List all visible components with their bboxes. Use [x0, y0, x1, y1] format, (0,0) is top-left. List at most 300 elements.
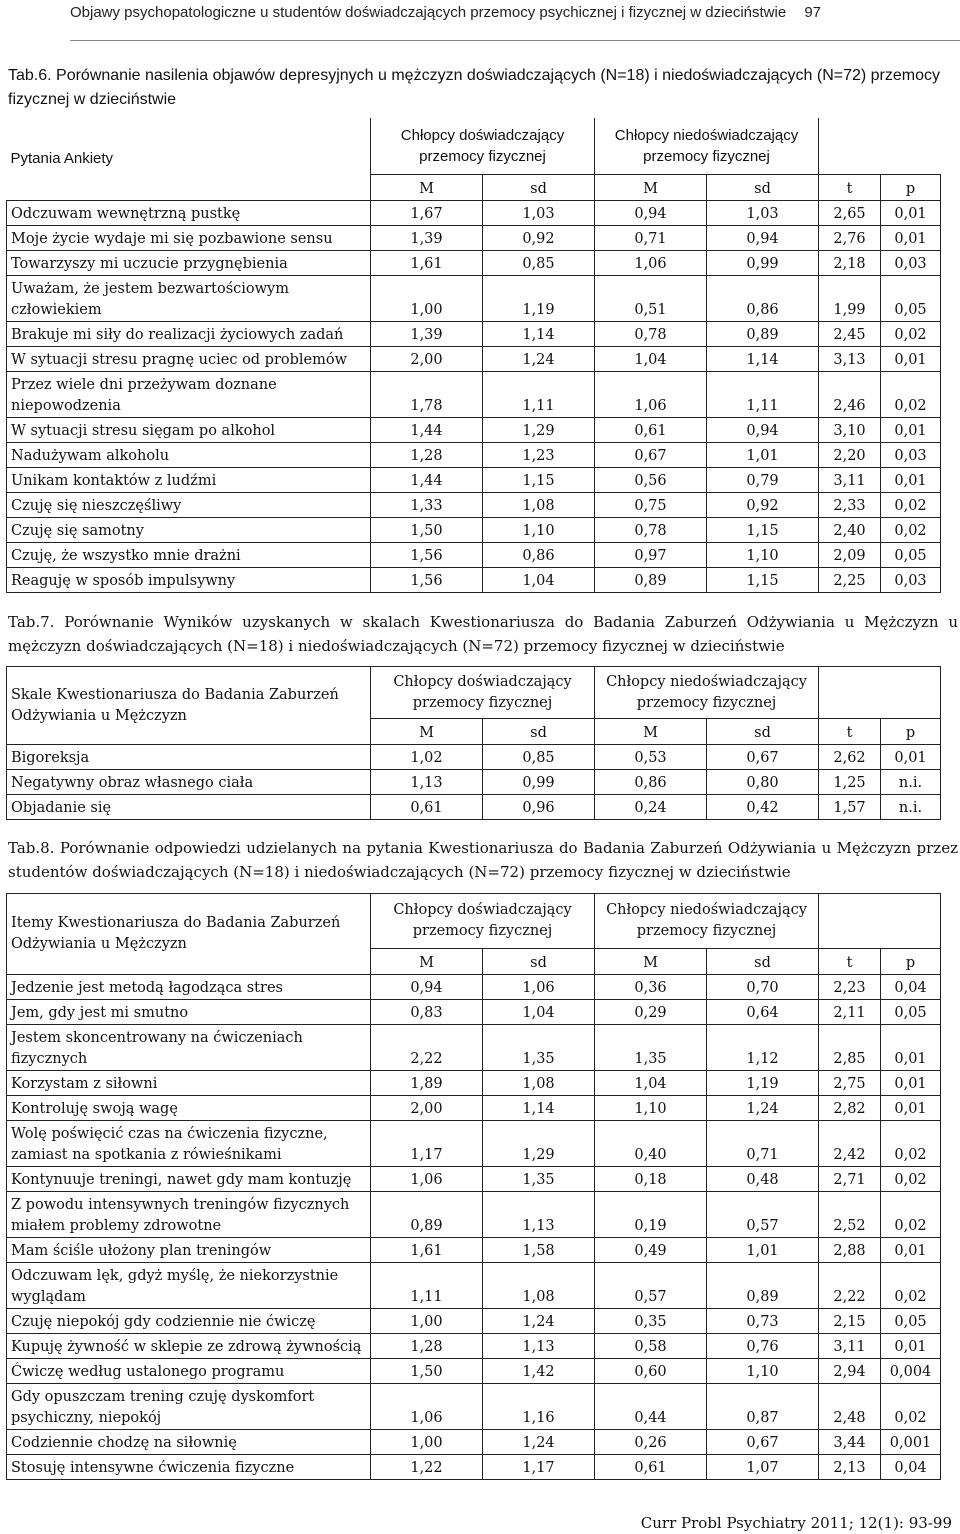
cell-sd1: 1,35: [483, 1167, 595, 1192]
cell-p: 0,02: [881, 517, 941, 542]
row-label: W sytuacji stresu sięgam po alkohol: [7, 417, 371, 442]
table-row: [7, 275, 941, 321]
tab8-row-header: Itemy Kwestionariusza do Badania Zaburzeń Odżywiania u Mężczyzn: [7, 894, 371, 975]
cell-sd1: 0,85: [483, 745, 595, 770]
cell-sd1: 1,23: [483, 442, 595, 467]
row-label: Odczuwam wewnętrzną pustkę: [7, 200, 371, 225]
tab6-subheader-4: t: [819, 174, 881, 200]
row-label: Towarzyszy mi uczucie przygnębienia: [7, 250, 371, 275]
cell-sd2: 0,67: [707, 1430, 819, 1455]
cell-sd1: 1,06: [483, 975, 595, 1000]
tab7-table: [6, 666, 941, 820]
cell-sd2: 0,89: [707, 321, 819, 346]
cell-sd1: 0,99: [483, 770, 595, 795]
cell-m2: 0,49: [595, 1238, 707, 1263]
cell-t: 1,25: [819, 770, 881, 795]
row-label: Gdy opuszczam trening czuję dyskomfort psychiczny, niepokój: [7, 1384, 371, 1430]
cell-t: 2,25: [819, 567, 881, 592]
cell-m1: 1,06: [371, 1384, 483, 1430]
cell-sd1: 1,15: [483, 467, 595, 492]
cell-sd1: 0,85: [483, 250, 595, 275]
tab6-group2-header: Chłopcy niedoświadczający przemocy fizycznej: [595, 118, 819, 174]
table-row: [7, 975, 941, 1000]
running-header: [70, 4, 960, 21]
row-label: Przez wiele dni przeżywam doznane niepowodzenia: [7, 371, 371, 417]
cell-t: 2,88: [819, 1238, 881, 1263]
cell-p: 0,05: [881, 542, 941, 567]
cell-sd2: 0,71: [707, 1121, 819, 1167]
cell-p: 0,01: [881, 417, 941, 442]
cell-t: 3,13: [819, 346, 881, 371]
tab6-header-blank: [819, 118, 941, 174]
cell-m1: 1,13: [371, 770, 483, 795]
table-row: [7, 1025, 941, 1071]
cell-m1: 1,44: [371, 467, 483, 492]
cell-m2: 0,67: [595, 442, 707, 467]
cell-sd1: 1,10: [483, 517, 595, 542]
row-label: Odczuwam lęk, gdyż myślę, że niekorzystnie wyglądam: [7, 1263, 371, 1309]
table-row: [7, 1071, 941, 1096]
cell-t: 1,99: [819, 275, 881, 321]
table-row: [7, 371, 941, 417]
cell-m2: 0,36: [595, 975, 707, 1000]
cell-sd1: 1,04: [483, 1000, 595, 1025]
cell-sd2: 1,03: [707, 200, 819, 225]
tab8-subheader-5: p: [881, 949, 941, 975]
cell-m2: 0,89: [595, 567, 707, 592]
cell-sd1: 1,14: [483, 321, 595, 346]
cell-t: 2,76: [819, 225, 881, 250]
tab7-subheader-2: M: [595, 719, 707, 745]
cell-sd2: 1,15: [707, 517, 819, 542]
cell-p: 0,01: [881, 1071, 941, 1096]
row-label: Z powodu intensywnych treningów fizycznych miałem problemy zdrowotne: [7, 1192, 371, 1238]
cell-m1: 1,28: [371, 1334, 483, 1359]
table-row: [7, 567, 941, 592]
tab7-subheader-1: sd: [483, 719, 595, 745]
table-row: [7, 321, 941, 346]
journal-footer: Curr Probl Psychiatry 2011; 12(1): 93-99: [640, 1514, 952, 1532]
table-row: [7, 517, 941, 542]
cell-m1: 2,00: [371, 1096, 483, 1121]
cell-p: 0,01: [881, 200, 941, 225]
cell-sd1: 1,13: [483, 1192, 595, 1238]
running-title: Objawy psychopatologiczne u studentów doświadczających przemocy psychicznej i fizycznej w dzieciństwie: [70, 4, 787, 21]
cell-m1: 1,50: [371, 517, 483, 542]
cell-sd1: 1,29: [483, 417, 595, 442]
table-row: [7, 770, 941, 795]
table-row: [7, 346, 941, 371]
cell-p: 0,01: [881, 1238, 941, 1263]
tab7-group1-header: Chłopcy doświadczający przemocy fizycznej: [371, 667, 595, 719]
cell-t: 3,10: [819, 417, 881, 442]
cell-sd2: 0,99: [707, 250, 819, 275]
cell-p: 0,02: [881, 1121, 941, 1167]
tab8-table: [6, 893, 941, 1480]
cell-p: 0,01: [881, 1334, 941, 1359]
tab6-subheader-1: sd: [483, 174, 595, 200]
cell-sd1: 1,29: [483, 1121, 595, 1167]
row-label: Kupuję żywność w sklepie ze zdrową żywnością: [7, 1334, 371, 1359]
table-row: [7, 1096, 941, 1121]
cell-sd2: 1,12: [707, 1025, 819, 1071]
table-row: [7, 745, 941, 770]
cell-p: 0,01: [881, 467, 941, 492]
cell-t: 2,20: [819, 442, 881, 467]
cell-p: 0,001: [881, 1430, 941, 1455]
row-label: Nadużywam alkoholu: [7, 442, 371, 467]
cell-sd2: 0,79: [707, 467, 819, 492]
cell-p: 0,01: [881, 745, 941, 770]
cell-m2: 0,86: [595, 770, 707, 795]
cell-m2: 0,19: [595, 1192, 707, 1238]
cell-m2: 0,56: [595, 467, 707, 492]
cell-sd2: 0,57: [707, 1192, 819, 1238]
cell-sd1: 1,24: [483, 1430, 595, 1455]
cell-sd2: 0,89: [707, 1263, 819, 1309]
cell-m1: 1,00: [371, 1430, 483, 1455]
cell-sd1: 0,96: [483, 795, 595, 820]
cell-t: 2,22: [819, 1263, 881, 1309]
cell-m1: 1,61: [371, 1238, 483, 1263]
cell-sd1: 1,13: [483, 1334, 595, 1359]
table-row: [7, 1384, 941, 1430]
header-rule: [70, 40, 960, 41]
cell-sd1: 1,08: [483, 1071, 595, 1096]
cell-m1: 1,44: [371, 417, 483, 442]
cell-m2: 0,44: [595, 1384, 707, 1430]
cell-t: 2,09: [819, 542, 881, 567]
cell-m1: 1,89: [371, 1071, 483, 1096]
cell-m1: 1,00: [371, 275, 483, 321]
cell-sd1: 1,03: [483, 200, 595, 225]
cell-sd2: 0,70: [707, 975, 819, 1000]
cell-p: 0,01: [881, 1096, 941, 1121]
tab7-subheader-5: p: [881, 719, 941, 745]
cell-p: 0,05: [881, 275, 941, 321]
cell-sd1: 1,16: [483, 1384, 595, 1430]
cell-m2: 1,04: [595, 346, 707, 371]
cell-m2: 0,71: [595, 225, 707, 250]
tab7-caption: Tab.7. Porównanie Wyników uzyskanych w skalach Kwestionariusza do Badania Zaburzeń Odżywiania u Mężczyzn u mężczyzn doświadczających (N=18) i niedoświadczających (N=72) przemocy fizycznej w dzieciństwie: [8, 613, 958, 655]
cell-t: 2,15: [819, 1309, 881, 1334]
row-label: Czuję, że wszystko mnie drażni: [7, 542, 371, 567]
cell-p: 0,04: [881, 975, 941, 1000]
row-label: Objadanie się: [7, 795, 371, 820]
cell-t: 3,11: [819, 467, 881, 492]
table-row: [7, 1167, 941, 1192]
table-row: [7, 1000, 941, 1025]
tab8-subheader-2: M: [595, 949, 707, 975]
row-label: Uważam, że jestem bezwartościowym człowiekiem: [7, 275, 371, 321]
row-label: Czuję się nieszczęśliwy: [7, 492, 371, 517]
row-label: Negatywny obraz własnego ciała: [7, 770, 371, 795]
tab8-group2-header: Chłopcy niedoświadczający przemocy fizycznej: [595, 894, 819, 949]
cell-m1: 0,94: [371, 975, 483, 1000]
cell-sd2: 0,80: [707, 770, 819, 795]
cell-t: 2,42: [819, 1121, 881, 1167]
cell-t: 2,23: [819, 975, 881, 1000]
tab6-group1-header: Chłopcy doświadczający przemocy fizycznej: [371, 118, 595, 174]
table-row: [7, 1238, 941, 1263]
cell-sd2: 0,73: [707, 1309, 819, 1334]
cell-t: 2,11: [819, 1000, 881, 1025]
cell-t: 2,71: [819, 1167, 881, 1192]
cell-p: 0,03: [881, 567, 941, 592]
table-row: [7, 1309, 941, 1334]
row-label: Jedzenie jest metodą łagodząca stres: [7, 975, 371, 1000]
tab8-group1-header: Chłopcy doświadczający przemocy fizycznej: [371, 894, 595, 949]
tab8-subheader-3: sd: [707, 949, 819, 975]
cell-sd2: 1,01: [707, 1238, 819, 1263]
tab6-subheader-5: p: [881, 174, 941, 200]
cell-sd2: 1,15: [707, 567, 819, 592]
cell-p: 0,004: [881, 1359, 941, 1384]
cell-sd2: 1,07: [707, 1455, 819, 1480]
cell-p: n.i.: [881, 770, 941, 795]
cell-t: 3,44: [819, 1430, 881, 1455]
cell-t: 2,13: [819, 1455, 881, 1480]
row-label: Czuję się samotny: [7, 517, 371, 542]
table-row: [7, 467, 941, 492]
cell-sd1: 1,24: [483, 346, 595, 371]
table-row: [7, 1430, 941, 1455]
cell-sd1: 1,35: [483, 1025, 595, 1071]
cell-p: 0,05: [881, 1000, 941, 1025]
cell-m2: 0,94: [595, 200, 707, 225]
cell-p: 0,05: [881, 1309, 941, 1334]
cell-m1: 1,50: [371, 1359, 483, 1384]
cell-t: 1,57: [819, 795, 881, 820]
cell-m2: 0,40: [595, 1121, 707, 1167]
cell-sd2: 0,48: [707, 1167, 819, 1192]
cell-m1: 1,11: [371, 1263, 483, 1309]
cell-sd2: 1,01: [707, 442, 819, 467]
cell-p: n.i.: [881, 795, 941, 820]
cell-p: 0,01: [881, 1025, 941, 1071]
row-label: Korzystam z siłowni: [7, 1071, 371, 1096]
cell-sd1: 1,17: [483, 1455, 595, 1480]
table-row: [7, 1192, 941, 1238]
row-label: Reaguję w sposób impulsywny: [7, 567, 371, 592]
cell-sd1: 1,19: [483, 275, 595, 321]
tab8-subheader-4: t: [819, 949, 881, 975]
tab6-caption: Tab.6. Porównanie nasilenia objawów depresyjnych u mężczyzn doświadczających (N=18) i niedoświadczających (N=72) przemocy fizycznej w dzieciństwie: [8, 67, 941, 108]
tab7-subheader-0: M: [371, 719, 483, 745]
cell-t: 2,46: [819, 371, 881, 417]
cell-m1: 1,06: [371, 1167, 483, 1192]
cell-m2: 0,58: [595, 1334, 707, 1359]
cell-m1: 1,17: [371, 1121, 483, 1167]
cell-sd1: 0,86: [483, 542, 595, 567]
tab7-row-header: Skale Kwestionariusza do Badania Zaburzeń Odżywiania u Mężczyzn: [7, 667, 371, 745]
cell-m2: 0,60: [595, 1359, 707, 1384]
cell-m1: 1,61: [371, 250, 483, 275]
cell-sd1: 1,08: [483, 1263, 595, 1309]
cell-sd2: 1,19: [707, 1071, 819, 1096]
row-label: Moje życie wydaje mi się pozbawione sensu: [7, 225, 371, 250]
cell-t: 2,94: [819, 1359, 881, 1384]
cell-m2: 1,04: [595, 1071, 707, 1096]
cell-t: 2,62: [819, 745, 881, 770]
cell-t: 2,33: [819, 492, 881, 517]
cell-p: 0,01: [881, 346, 941, 371]
table-row: [7, 492, 941, 517]
row-label: Brakuje mi siły do realizacji życiowych zadań: [7, 321, 371, 346]
row-label: Unikam kontaktów z ludźmi: [7, 467, 371, 492]
cell-p: 0,02: [881, 1384, 941, 1430]
cell-p: 0,02: [881, 1192, 941, 1238]
row-label: Kontynuuje treningi, nawet gdy mam kontuzję: [7, 1167, 371, 1192]
cell-p: 0,02: [881, 321, 941, 346]
cell-m1: 1,02: [371, 745, 483, 770]
cell-t: 2,82: [819, 1096, 881, 1121]
cell-t: 2,65: [819, 200, 881, 225]
cell-m1: 1,28: [371, 442, 483, 467]
cell-m1: 1,22: [371, 1455, 483, 1480]
table-row: [7, 442, 941, 467]
cell-sd2: 1,24: [707, 1096, 819, 1121]
cell-sd2: 1,10: [707, 542, 819, 567]
cell-sd2: 0,92: [707, 492, 819, 517]
tab6-row-header: Pytania Ankiety: [7, 118, 371, 200]
tab6-subheader-2: M: [595, 174, 707, 200]
cell-sd2: 0,42: [707, 795, 819, 820]
cell-sd2: 0,86: [707, 275, 819, 321]
table-row: [7, 1455, 941, 1480]
cell-t: 2,40: [819, 517, 881, 542]
cell-p: 0,01: [881, 225, 941, 250]
cell-t: 2,48: [819, 1384, 881, 1430]
cell-sd1: 1,11: [483, 371, 595, 417]
table-row: [7, 225, 941, 250]
table-row: [7, 1334, 941, 1359]
cell-m2: 0,61: [595, 1455, 707, 1480]
cell-m1: 0,61: [371, 795, 483, 820]
table-row: [7, 542, 941, 567]
cell-p: 0,02: [881, 1167, 941, 1192]
cell-sd2: 0,67: [707, 745, 819, 770]
row-label: Ćwiczę według ustalonego programu: [7, 1359, 371, 1384]
cell-sd2: 0,94: [707, 417, 819, 442]
cell-sd1: 0,92: [483, 225, 595, 250]
cell-m2: 0,35: [595, 1309, 707, 1334]
cell-t: 2,45: [819, 321, 881, 346]
tab6-subheader-0: M: [371, 174, 483, 200]
row-label: Codziennie chodzę na siłownię: [7, 1430, 371, 1455]
table-row: [7, 417, 941, 442]
cell-m1: 1,67: [371, 200, 483, 225]
cell-m2: 0,78: [595, 321, 707, 346]
cell-sd2: 0,76: [707, 1334, 819, 1359]
table-row: [7, 250, 941, 275]
tab7-subheader-3: sd: [707, 719, 819, 745]
cell-m2: 0,78: [595, 517, 707, 542]
cell-m1: 1,39: [371, 225, 483, 250]
page-number: 97: [804, 4, 822, 21]
cell-p: 0,04: [881, 1455, 941, 1480]
cell-m2: 0,53: [595, 745, 707, 770]
cell-m2: 0,29: [595, 1000, 707, 1025]
cell-m1: 1,78: [371, 371, 483, 417]
tab6-subheader-3: sd: [707, 174, 819, 200]
cell-sd2: 1,11: [707, 371, 819, 417]
cell-m1: 1,00: [371, 1309, 483, 1334]
cell-p: 0,02: [881, 492, 941, 517]
cell-m1: 0,89: [371, 1192, 483, 1238]
cell-m1: 1,56: [371, 542, 483, 567]
cell-m1: 1,33: [371, 492, 483, 517]
cell-sd1: 1,24: [483, 1309, 595, 1334]
cell-t: 2,75: [819, 1071, 881, 1096]
cell-sd2: 1,10: [707, 1359, 819, 1384]
cell-m2: 0,24: [595, 795, 707, 820]
cell-sd1: 1,58: [483, 1238, 595, 1263]
cell-m1: 2,00: [371, 346, 483, 371]
cell-t: 2,52: [819, 1192, 881, 1238]
row-label: Stosuję intensywne ćwiczenia fizyczne: [7, 1455, 371, 1480]
cell-m2: 0,61: [595, 417, 707, 442]
cell-sd1: 1,14: [483, 1096, 595, 1121]
table-row: [7, 200, 941, 225]
cell-sd1: 1,08: [483, 492, 595, 517]
row-label: Kontroluję swoją wagę: [7, 1096, 371, 1121]
cell-m2: 1,06: [595, 250, 707, 275]
cell-sd1: 1,42: [483, 1359, 595, 1384]
cell-p: 0,03: [881, 442, 941, 467]
row-label: Jestem skoncentrowany na ćwiczeniach fizycznych: [7, 1025, 371, 1071]
row-label: Jem, gdy jest mi smutno: [7, 1000, 371, 1025]
cell-m2: 0,26: [595, 1430, 707, 1455]
tab8-caption: Tab.8. Porównanie odpowiedzi udzielanych na pytania Kwestionariusza do Badania Zaburzeń Odżywiania u Mężczyzn przez studentów doświadczających (N=18) i niedoświadczających (N=72) przemocy fizycznej w dzieciństwie: [8, 839, 958, 881]
tab7-subheader-4: t: [819, 719, 881, 745]
cell-m2: 0,51: [595, 275, 707, 321]
table-row: [7, 795, 941, 820]
cell-t: 2,85: [819, 1025, 881, 1071]
cell-m2: 0,97: [595, 542, 707, 567]
cell-p: 0,03: [881, 250, 941, 275]
cell-m2: 1,35: [595, 1025, 707, 1071]
cell-sd2: 0,64: [707, 1000, 819, 1025]
cell-p: 0,02: [881, 1263, 941, 1309]
cell-m1: 1,39: [371, 321, 483, 346]
cell-sd2: 0,94: [707, 225, 819, 250]
cell-m2: 1,06: [595, 371, 707, 417]
cell-m1: 1,56: [371, 567, 483, 592]
cell-m2: 1,10: [595, 1096, 707, 1121]
cell-sd1: 1,04: [483, 567, 595, 592]
cell-m1: 0,83: [371, 1000, 483, 1025]
table-row: [7, 1263, 941, 1309]
row-label: Mam ściśle ułożony plan treningów: [7, 1238, 371, 1263]
tab8-subheader-1: sd: [483, 949, 595, 975]
cell-m2: 0,18: [595, 1167, 707, 1192]
row-label: Wolę poświęcić czas na ćwiczenia fizyczne, zamiast na spotkania z rówieśnikami: [7, 1121, 371, 1167]
table-row: [7, 1121, 941, 1167]
row-label: Czuję niepokój gdy codziennie nie ćwiczę: [7, 1309, 371, 1334]
tab6-table: [6, 118, 941, 593]
cell-m2: 0,75: [595, 492, 707, 517]
tab8-subheader-0: M: [371, 949, 483, 975]
cell-sd2: 1,14: [707, 346, 819, 371]
cell-m1: 2,22: [371, 1025, 483, 1071]
row-label: W sytuacji stresu pragnę uciec od problemów: [7, 346, 371, 371]
tab7-header-blank: [819, 667, 941, 719]
table-row: [7, 1359, 941, 1384]
tab8-header-blank: [819, 894, 941, 949]
cell-t: 3,11: [819, 1334, 881, 1359]
tab7-group2-header: Chłopcy niedoświadczający przemocy fizycznej: [595, 667, 819, 719]
